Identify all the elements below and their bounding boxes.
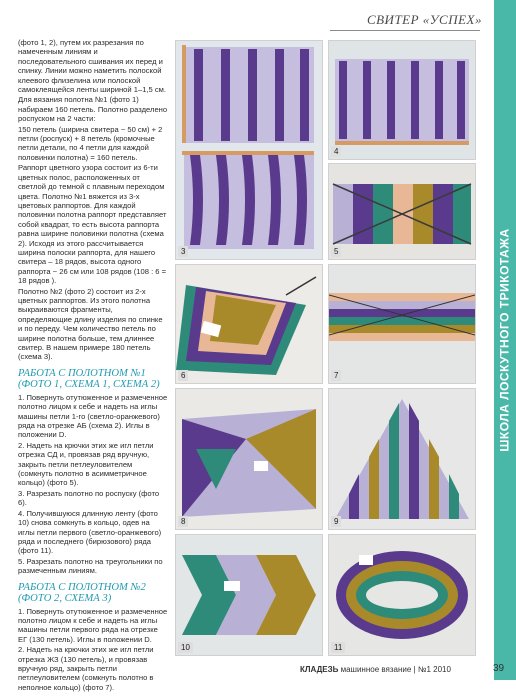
page-number: 39 [493, 663, 505, 674]
photo-10-zigzag-strip [175, 534, 323, 656]
sidebar-label: ШКОЛА ЛОСКУТНОГО ТРИКОТАЖА [498, 228, 513, 452]
photo-11-image [329, 535, 475, 655]
section-heading-2: РАБОТА С ПОЛОТНОМ №2 (ФОТО 2, СХЕМА 3) [18, 581, 146, 605]
sidebar-label-wrap [494, 0, 516, 680]
photo-number-11: 11 [331, 642, 345, 653]
photo-number-10: 10 [178, 642, 193, 653]
photo-8-folded-panel [175, 388, 323, 530]
photo-4-image [329, 41, 475, 159]
step-item: 5. Разрезать полотно на треугольники по размеченным линиям. [18, 556, 163, 576]
step-item: 2. Надеть на крючки этих же игл петли отрезка ЖЗ (130 петель), и провязав вручную ряд, закрыть петли петлеуловителем (сомкнуть полотно в неполное кольцо) (фото 7). [18, 645, 154, 692]
article-text-column [18, 38, 168, 693]
footer-issue: машинное вязание | №1 2010 [338, 665, 451, 674]
photo-number-5: 5 [331, 246, 341, 257]
photo-9-image [329, 389, 475, 529]
paragraph: Раппорт цветного узора состоит из 6-ти цветных полос, расположенных от светлой до темной с плавным переходом цвета. Полотно №1 вяжется из 3-х цветовых раппортов. Для каждой половинки полотна раппорт представляет собой квадрат, то есть высота раппорта равна ширине половинки полотна (схема 2). Исходя из этого рассчитывается ширина полоски раппорта, для нашего свитера – 18 рядов, высота одного раппорта ~ 26 см или 108 рядов (108 : 6 = 18 рядов ). [18, 163, 167, 286]
photo-5-ring-panel [328, 163, 476, 260]
paragraph: (фото 1, 2), путем их разрезания по намеченным линиям и последовательного сшивания их перед и спинку. Линии можно наметить полоской клеевого флизелина или полоской самоклеящейся ленты шириной 1–1,5 см. [18, 38, 166, 95]
photo-7-image [329, 265, 475, 383]
step-item: 4. Получившуюся длинную ленту (фото 10) снова сомкнуть в кольцо, одев на иглы петли первого (светло-оранжевого) ряда и последнего (бирюзового) ряда (фото 11). [18, 508, 162, 556]
step-item: 1. Повернуть отутюженное и размеченное полотно лицом к себе и надеть на иглы машины петли первого ряда на отрезке ЕГ (130 петель). Иглы в положении D. [18, 606, 168, 644]
step-item: 2. Надеть на крючки этих же игл петли отрезка СД и, провязав ряд вручную, закрыть петли петлеуловителем (сомкнуть полотно в асимметричное кольцо) (фото 5). [18, 440, 154, 488]
step-item: 3. Разрезать полотно по роспуску (фото 6). [18, 488, 160, 508]
photo-3-image [176, 41, 322, 259]
photo-10-image [176, 535, 322, 655]
paragraph: 150 петель (ширина свитера ~ 50 см) + 2 петли (роспуск) + 8 петель (кромочные петли детали, по 4 петли для каждой половинки полотна) = 160 петель. [18, 124, 163, 162]
photo-8-image [176, 389, 322, 529]
photo-7-long-strip [328, 264, 476, 384]
photo-number-8: 8 [178, 516, 188, 527]
paragraph: Полотно №2 (фото 2) состоит из 2-х цветных раппортов. Из этого полотна выкраиваются фрагменты, определяющие длину изделия по спинке и по переду. Чем количество петель по ширине полотна больше, тем длиннее свитер. В нашем примере 180 петель (схема 3). [18, 286, 163, 362]
photo-9-triangle [328, 388, 476, 530]
photo-number-3: 3 [178, 246, 188, 257]
photo-3-knitted-panel [175, 40, 323, 260]
photo-number-4: 4 [331, 146, 341, 157]
photo-11-ring [328, 534, 476, 656]
photo-number-7: 7 [331, 370, 341, 381]
footer-publication [300, 665, 451, 674]
paragraph: Для вязания полотна №1 (фото 1) набираем 160 петель. Полотно разделено роспуском на 2 части: [18, 95, 168, 124]
photo-5-image [329, 164, 475, 259]
section-heading-1: РАБОТА С ПОЛОТНОМ №1 (ФОТО 1, СХЕМА 1, СХЕМА 2) [18, 367, 160, 391]
footer-magazine-name: КЛАДЕЗЬ [300, 665, 339, 674]
photo-4-striped-panel [328, 40, 476, 160]
photo-number-6: 6 [178, 370, 188, 381]
photo-6-cutting-panel [175, 264, 323, 384]
photo-number-9: 9 [331, 516, 341, 527]
header-divider [330, 30, 480, 31]
photo-6-image [176, 265, 322, 383]
page-header-title: СВИТЕР «УСПЕХ» [366, 12, 482, 27]
step-item: 1. Повернуть отутюженное и размеченное полотно лицом к себе и надеть на иглы машины петли 1-го (светло-оранжевого) ряда на отрезке АБ (схема 2). Иглы в положении D. [18, 392, 168, 440]
